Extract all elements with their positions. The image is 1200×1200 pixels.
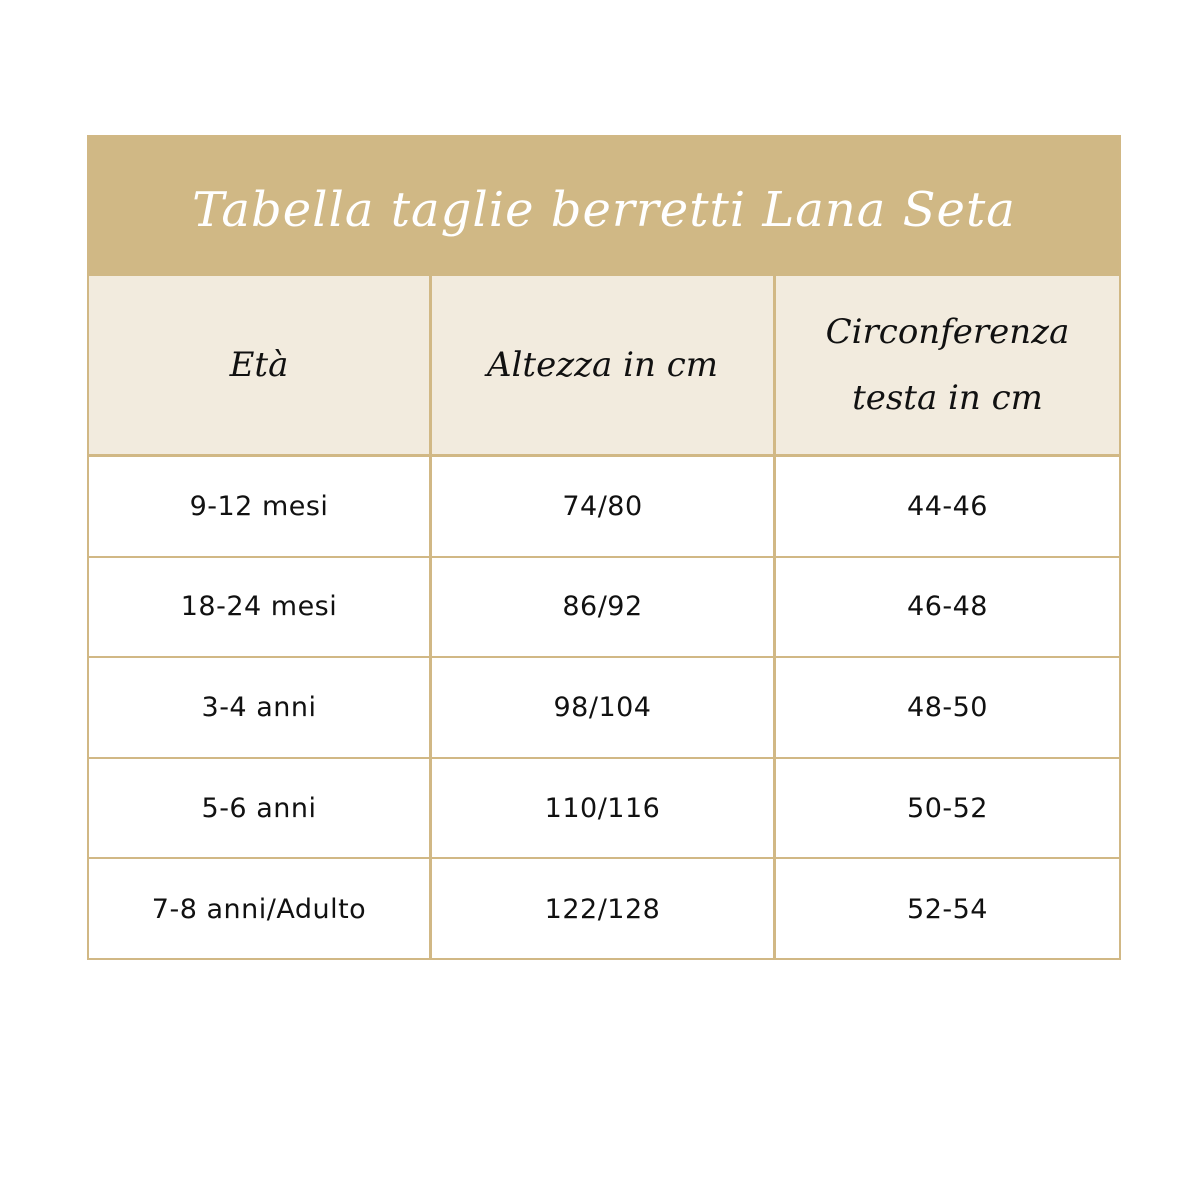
cell-age: 3-4 anni	[89, 658, 432, 757]
table-row	[89, 759, 1119, 860]
cell-age: 7-8 anni/Adulto	[89, 859, 432, 960]
cell-height: 86/92	[432, 558, 776, 657]
cell-height: 74/80	[432, 457, 776, 556]
table-row	[89, 658, 1119, 759]
cell-circumference: 46-48	[907, 591, 988, 623]
table-title: Tabella taglie berretti Lana Seta	[192, 181, 1016, 238]
cell-height: 110/116	[432, 759, 776, 858]
cell-circumference: 50-52	[907, 792, 988, 824]
table-row	[89, 859, 1119, 960]
size-chart-table	[87, 135, 1121, 960]
cell-age: 9-12 mesi	[89, 457, 432, 556]
cell-age: 18-24 mesi	[89, 558, 432, 657]
header-height	[432, 276, 776, 454]
header-height-label: Altezza in cm	[487, 345, 718, 385]
cell-circumference: 44-46	[907, 490, 988, 522]
table-header-row	[89, 276, 1119, 457]
cell-circumference: 48-50	[907, 691, 988, 723]
table-row	[89, 558, 1119, 659]
cell-age: 5-6 anni	[89, 759, 432, 858]
header-circumference-line1: Circonferenza	[825, 312, 1070, 352]
header-circumference	[776, 276, 1119, 454]
header-circumference-line2: testa in cm	[852, 378, 1043, 418]
table-body	[89, 457, 1119, 960]
table-title-bar	[89, 137, 1119, 276]
cell-height: 122/128	[432, 859, 776, 960]
cell-circumference: 52-54	[907, 894, 988, 926]
table-row	[89, 457, 1119, 558]
header-age-label: Età	[229, 345, 289, 385]
header-age	[89, 276, 432, 454]
cell-height: 98/104	[432, 658, 776, 757]
header-circumference-wrap	[826, 299, 1070, 431]
